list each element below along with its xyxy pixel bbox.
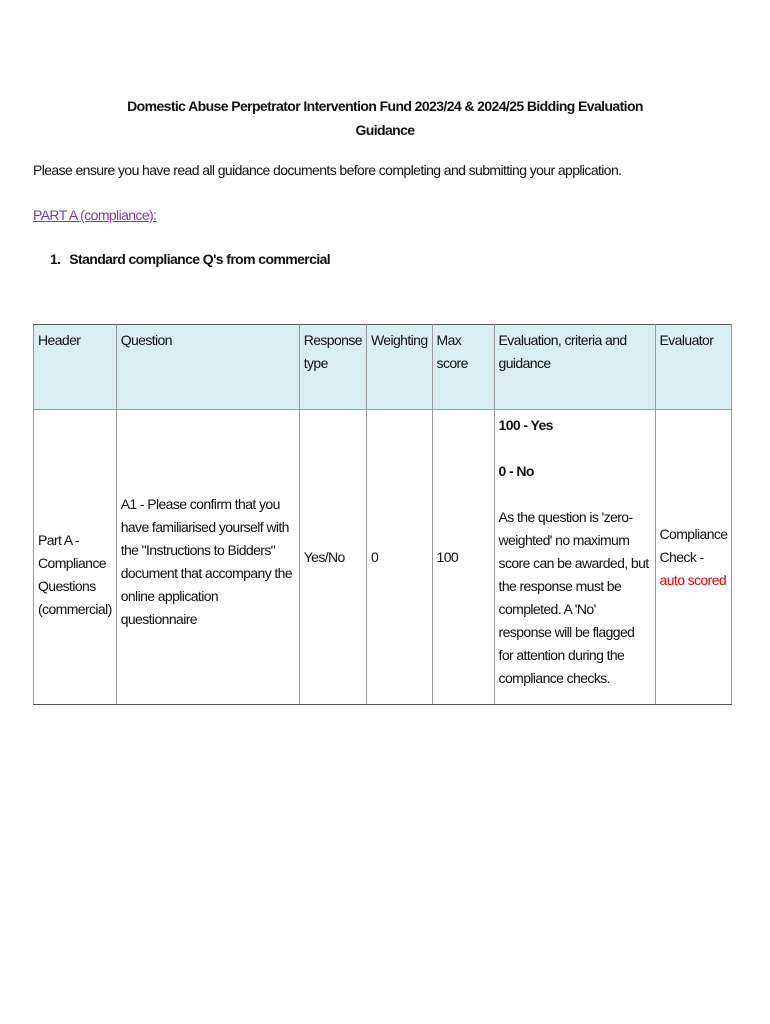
evaluation-guidance: As the question is 'zero-weighted' no maximum score can be awarded, but the response must be completed. A 'No' response will be flagged for attention during the compliance checks. xyxy=(498,509,649,686)
col-header-header: Header xyxy=(34,325,117,410)
cell-response-type: Yes/No xyxy=(299,410,366,705)
section-number: 1. xyxy=(50,251,61,267)
cell-weighting: 0 xyxy=(366,410,432,705)
document-title-line-2: Guidance xyxy=(355,122,415,138)
document-title xyxy=(0,94,770,142)
cell-evaluator xyxy=(655,410,732,705)
intro-paragraph: Please ensure you have read all guidance documents before completing and submitting your application. xyxy=(33,162,622,178)
table-header-row xyxy=(34,325,732,410)
cell-question: A1 - Please confirm that you have familiarised yourself with the "Instructions to Bidders" document that accompany the online application questionnaire xyxy=(116,410,299,705)
cell-evaluation xyxy=(494,410,655,705)
section-heading xyxy=(50,251,330,267)
col-header-evaluator: Evaluator xyxy=(655,325,732,410)
evaluator-text: Compliance Check - xyxy=(659,525,728,565)
col-header-question: Question xyxy=(116,325,299,410)
part-a-link[interactable]: PART A (compliance): xyxy=(33,207,157,223)
cell-header: Part A - Compliance Questions (commercial) xyxy=(34,410,117,705)
col-header-response-type: Response type xyxy=(299,325,366,410)
table-row xyxy=(34,410,732,705)
document-title-line-1: Domestic Abuse Perpetrator Intervention Fund 2023/24 & 2024/25 Bidding Evaluation xyxy=(127,98,643,114)
evaluator-auto-scored: auto scored xyxy=(659,571,727,588)
cell-max-score: 100 xyxy=(432,410,494,705)
section-heading-text: Standard compliance Q's from commercial xyxy=(69,251,331,267)
evaluation-yes: 100 - Yes xyxy=(498,417,553,433)
col-header-evaluation: Evaluation, criteria and guidance xyxy=(494,325,655,410)
evaluation-no: 0 - No xyxy=(498,463,534,479)
col-header-max-score: Max score xyxy=(432,325,494,410)
evaluation-table xyxy=(33,324,732,705)
col-header-weighting: Weighting xyxy=(366,325,432,410)
